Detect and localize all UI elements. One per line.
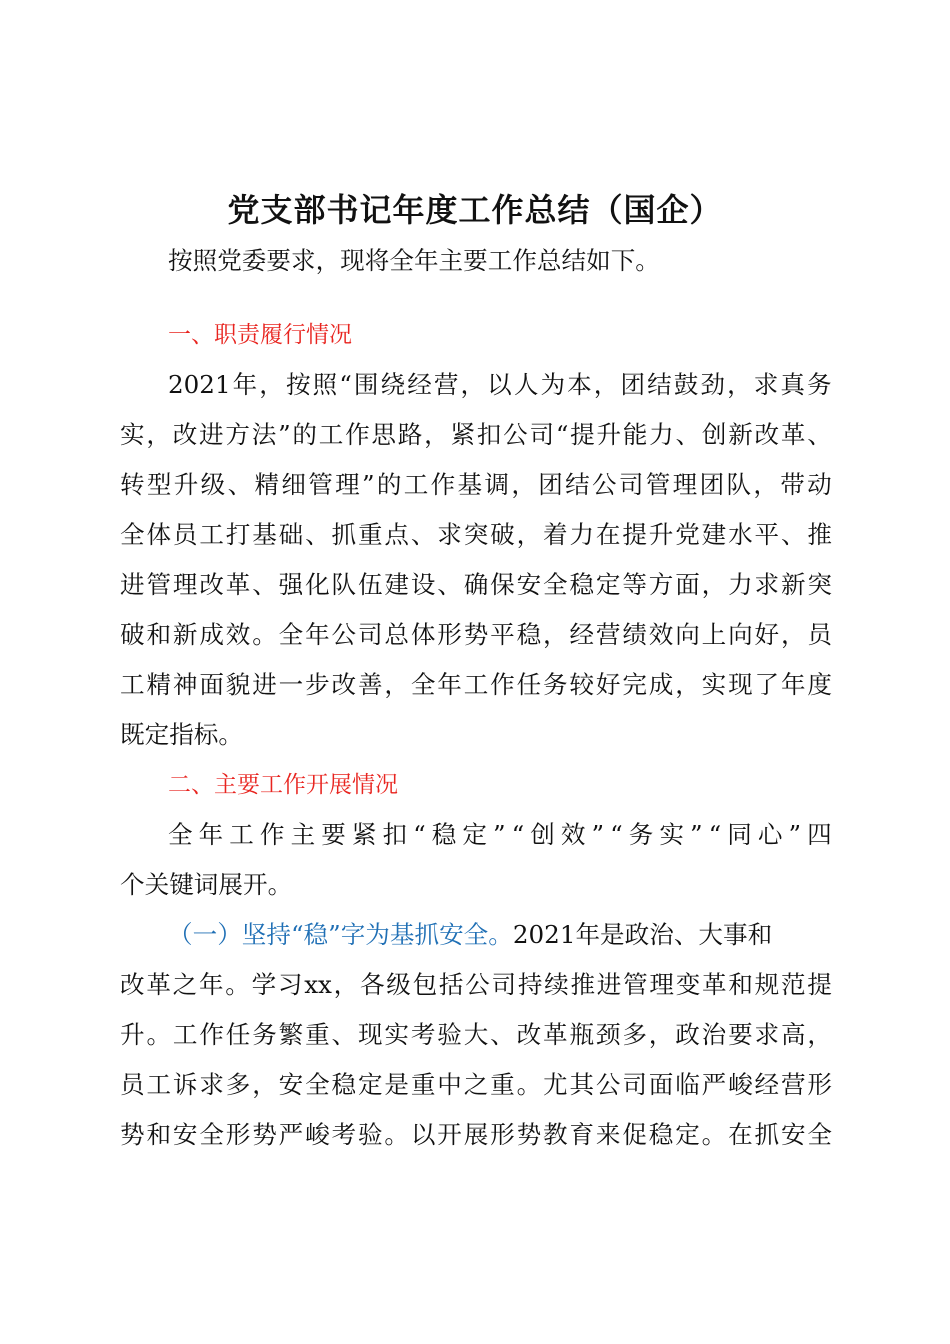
paragraph-line: 实 ， 改 进 方 法 ” 的 工 作 思 路 ， 紧 扣 公 司 “ 提 升 能 力 、 创 新 改 革 、 [120,420,832,449]
paragraph-line: 势 和 安 全 形 势 严 峻 考 验 。 以 开 展 形 势 教 育 来 促 稳 定 。 在 抓 安 全 [120,1120,832,1149]
paragraph-line: 既定指标。 [120,720,243,749]
paragraph-line: 工 精 神 面 貌 进 一 步 改 善 ， 全 年 工 作 任 务 较 好 完 成 ， 实 现 了 年 度 [120,670,832,699]
paragraph-line: 2021 年 ， 按 照 “ 围 绕 经 营 ， 以 人 为 本 ， 团 结 鼓 劲 ， 求 真 务 [168,370,832,399]
document-title: 党支部书记年度工作总结（国企） [227,191,723,229]
section-1-heading: 一、职责履行情况 [168,322,352,348]
paragraph-line: 改 革 之 年 。 学 习 xx ， 各 级 包 括 公 司 持 续 推 进 管 理 变 革 和 规 范 提 [120,970,832,999]
paragraph-line: 破 和 新 成 效 。 全 年 公 司 总 体 形 势 平 稳 ， 经 营 绩 效 向 上 向 好 ， 员 [120,620,832,649]
section-2-heading: 二、主要工作开展情况 [168,772,398,798]
paragraph-line: 升 。 工 作 任 务 繁 重 、 现 实 考 验 大 、 改 革 瓶 颈 多 ， 政 治 要 求 高 ， [120,1020,832,1049]
paragraph-line: 转 型 升 级 、 精 细 管 理 ” 的 工 作 基 调 ， 团 结 公 司 管 理 团 队 ， 带 动 [120,470,832,499]
paragraph-line: 进 管 理 改 革 、 强 化 队 伍 建 设 、 确 保 安 全 稳 定 等 方 面 ， 力 求 新 突 [120,570,832,599]
intro-paragraph: 按照党委要求，现将全年主要工作总结如下。 [168,246,660,275]
paragraph-line [168,910,832,960]
paragraph-line: 全 年 工 作 主 要 紧 扣 “ 稳 定 ” “ 创 效 ” “ 务 实 ” “ 同 心 ” 四 [168,820,832,849]
subsection-1-heading: （一）坚持“稳”字为基抓安全。 [168,920,513,949]
subsection-1-first-line: 2021年是政治、大事和 [512,920,773,949]
paragraph-line: 员 工 诉 求 多 ， 安 全 稳 定 是 重 中 之 重 。 尤 其 公 司 面 临 严 峻 经 营 形 [120,1070,832,1099]
paragraph-line: 个关键词展开。 [120,870,293,899]
paragraph-line: 全 体 员 工 打 基 础 、 抓 重 点 、 求 突 破 ， 着 力 在 提 升 党 建 水 平 、 推 [120,520,832,549]
